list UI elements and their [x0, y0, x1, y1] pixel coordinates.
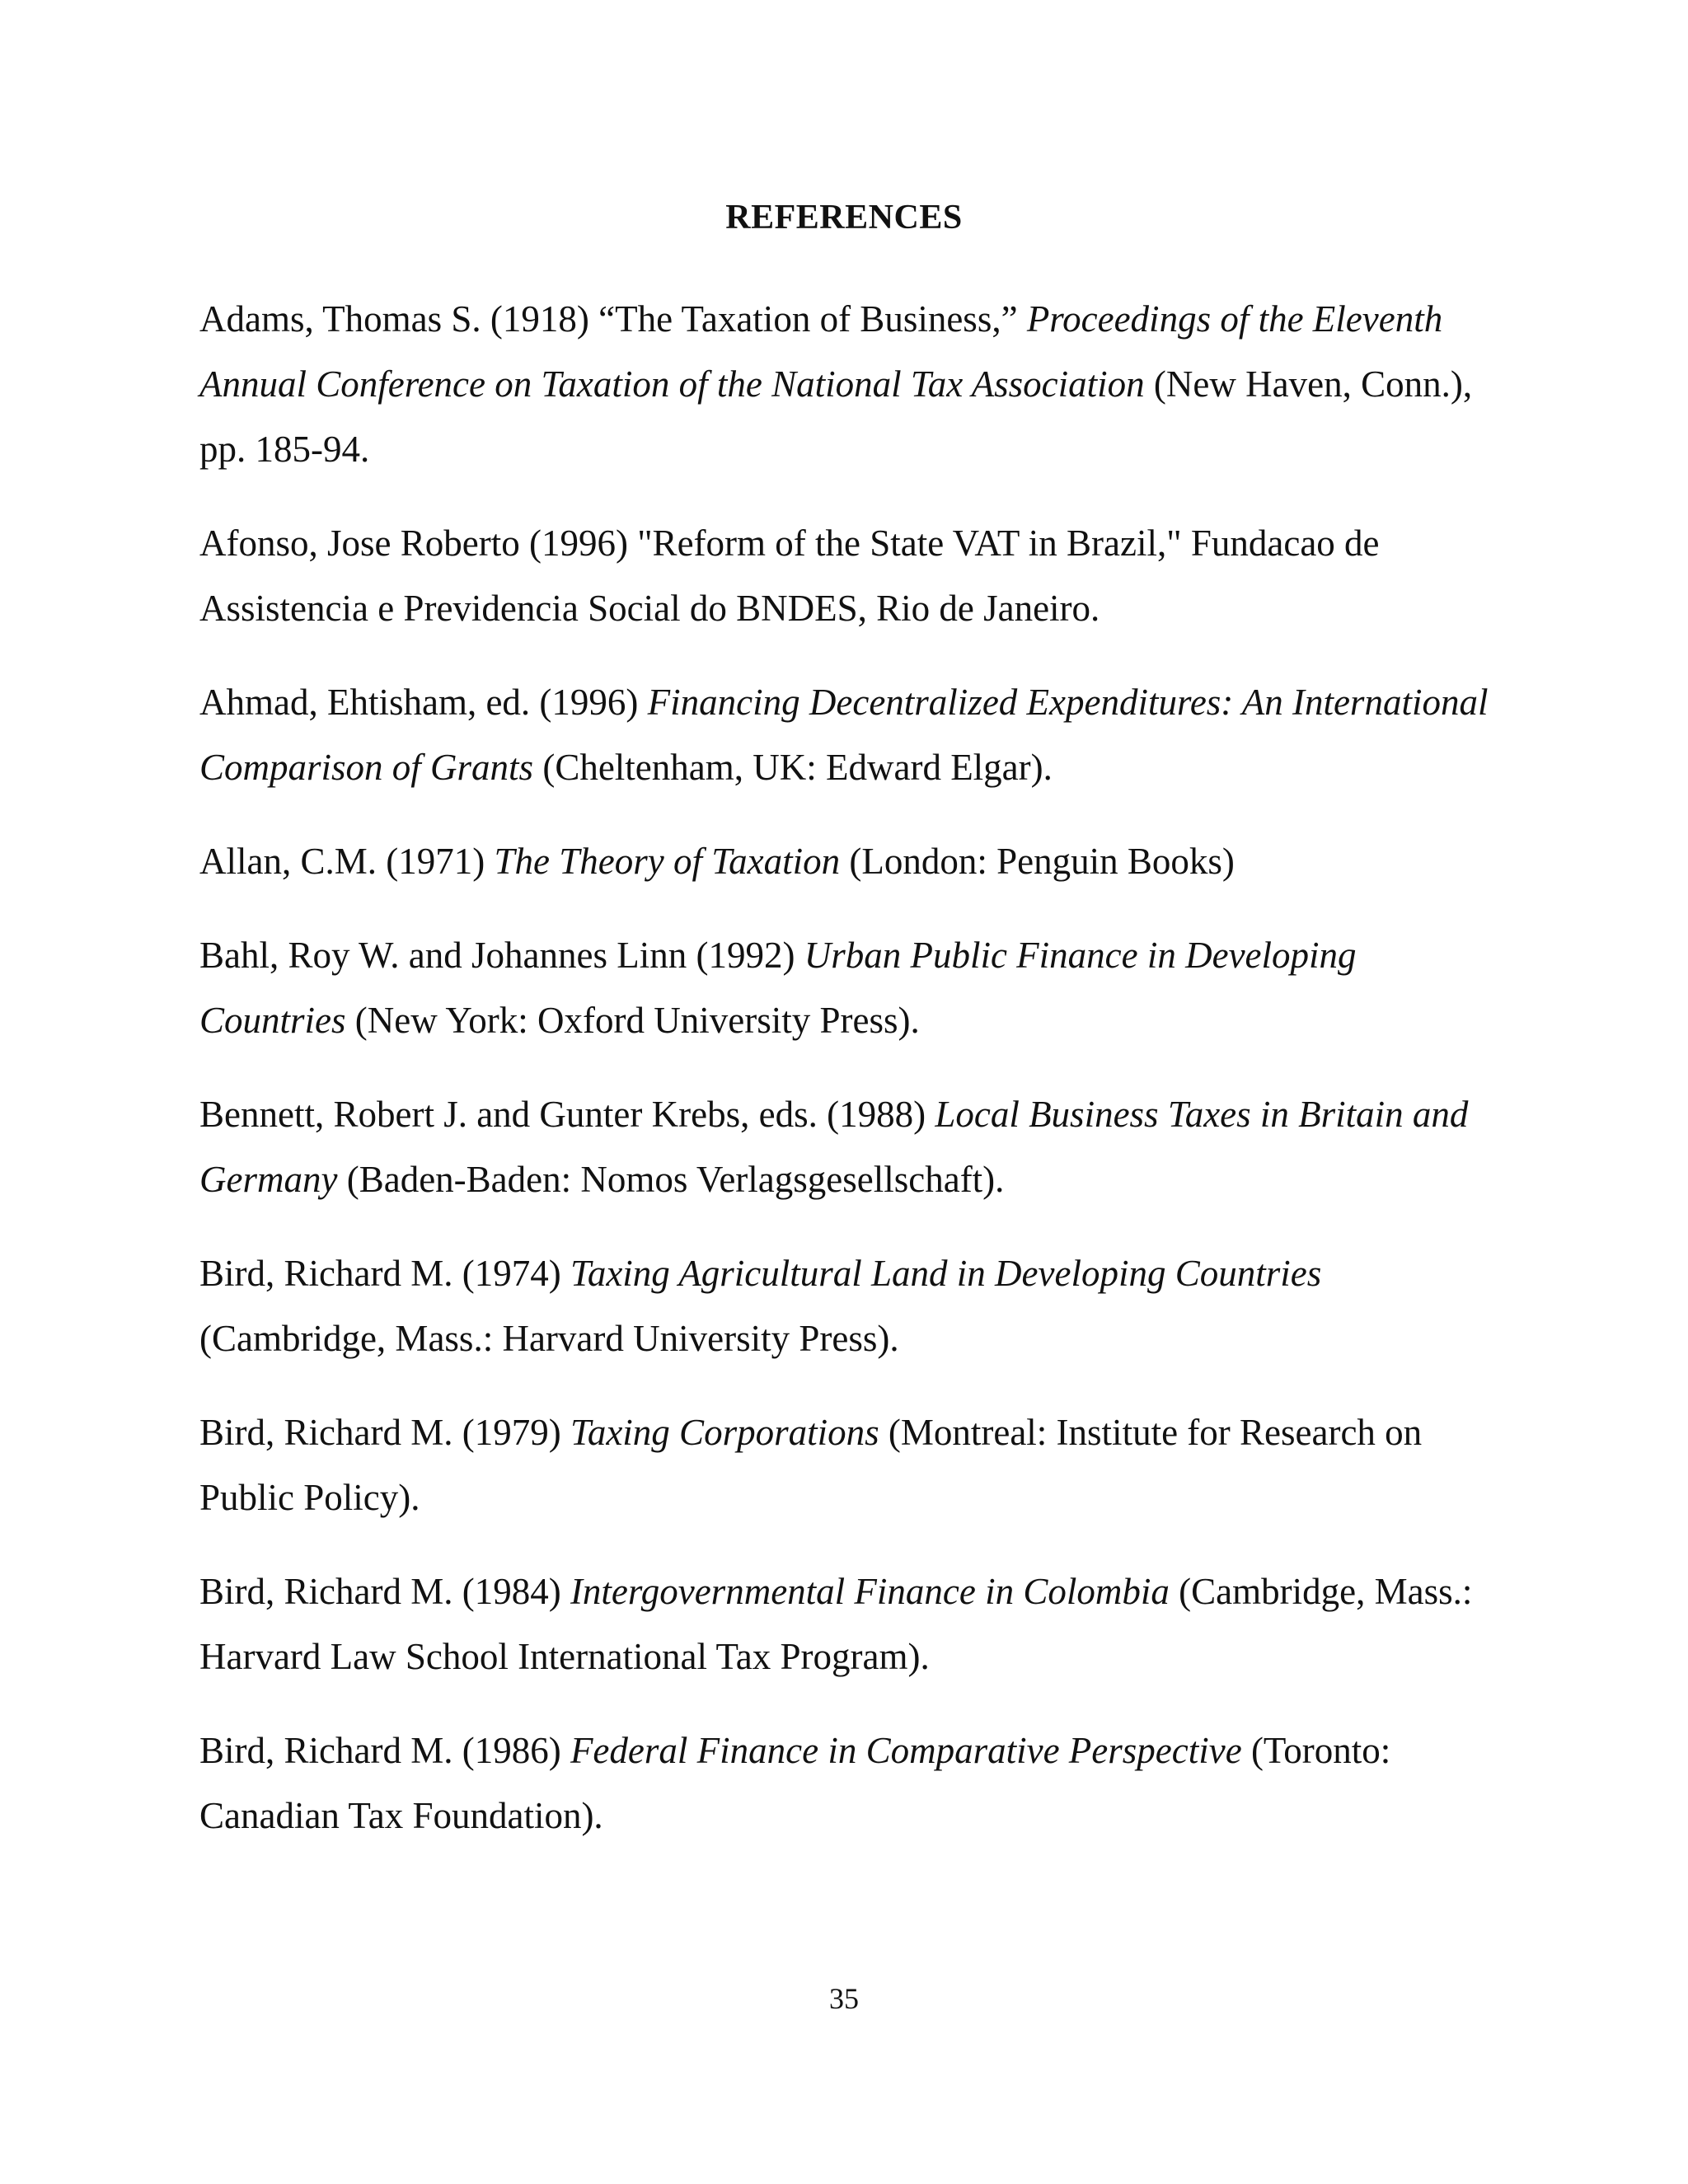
references-heading: REFERENCES — [725, 199, 963, 237]
reference-text: (Cambridge, Mass.: Harvard Law School International Tax Program). — [199, 1571, 1473, 1677]
reference-title: Taxing Corporations — [570, 1412, 879, 1453]
reference-text: (New Haven, Conn.), pp. 185-94. — [199, 363, 1473, 470]
reference-text: Bennett, Robert J. and Gunter Krebs, eds. (1988) — [199, 1094, 935, 1135]
reference-text: Adams, Thomas S. (1918) “The Taxation of Business,” — [199, 298, 1027, 340]
reference-title: Federal Finance in Comparative Perspective — [570, 1730, 1242, 1771]
page-number: 35 — [829, 1982, 859, 2015]
reference-entry — [199, 670, 1502, 800]
reference-title: The Theory of Taxation — [494, 841, 841, 882]
reference-entry — [199, 1718, 1502, 1849]
reference-text: Allan, C.M. (1971) — [199, 841, 495, 882]
reference-text: (Cheltenham, UK: Edward Elgar). — [533, 747, 1053, 788]
reference-title: Local Business Taxes in Britain and Germany — [199, 1094, 1469, 1200]
reference-text: Afonso, Jose Roberto (1996) "Reform of the State VAT in Brazil," Fundacao de Assistencia e Previdencia Social do BNDES, Rio de Janeiro. — [199, 523, 1380, 629]
reference-entry — [199, 1559, 1502, 1690]
reference-title: Proceedings of the Eleventh Annual Conference on Taxation of the National Tax Association — [199, 298, 1443, 405]
reference-title: Urban Public Finance in Developing Countries — [199, 935, 1357, 1041]
reference-text: Bird, Richard M. (1986) — [199, 1730, 570, 1771]
reference-text: Bahl, Roy W. and Johannes Linn (1992) — [199, 935, 804, 976]
reference-text: (Cambridge, Mass.: Harvard University Press). — [199, 1318, 899, 1359]
reference-entry — [199, 1241, 1502, 1371]
reference-entry — [199, 1082, 1502, 1212]
reference-text: (Montreal: Institute for Research on Public Policy). — [199, 1412, 1423, 1518]
reference-text: Bird, Richard M. (1984) — [199, 1571, 570, 1612]
reference-entry — [199, 1400, 1502, 1530]
reference-text: Bird, Richard M. (1979) — [199, 1412, 570, 1453]
reference-title: Intergovernmental Finance in Colombia — [570, 1571, 1170, 1612]
reference-text: (Baden-Baden: Nomos Verlagsgesellschaft). — [337, 1159, 1005, 1200]
reference-text: (Toronto: Canadian Tax Foundation). — [199, 1730, 1391, 1836]
reference-text: (New York: Oxford University Press). — [345, 1000, 920, 1041]
reference-entry — [199, 829, 1502, 894]
reference-text: Ahmad, Ehtisham, ed. (1996) — [199, 682, 648, 723]
reference-title: Taxing Agricultural Land in Developing Countries — [570, 1253, 1322, 1294]
reference-title: Financing Decentralized Expenditures: An International Comparison of Grants — [199, 682, 1489, 788]
reference-entry — [199, 287, 1502, 482]
reference-entry — [199, 511, 1502, 641]
reference-list — [199, 287, 1502, 1877]
reference-text: (London: Penguin Books) — [840, 841, 1235, 882]
reference-text: Bird, Richard M. (1974) — [199, 1253, 570, 1294]
reference-entry — [199, 923, 1502, 1053]
